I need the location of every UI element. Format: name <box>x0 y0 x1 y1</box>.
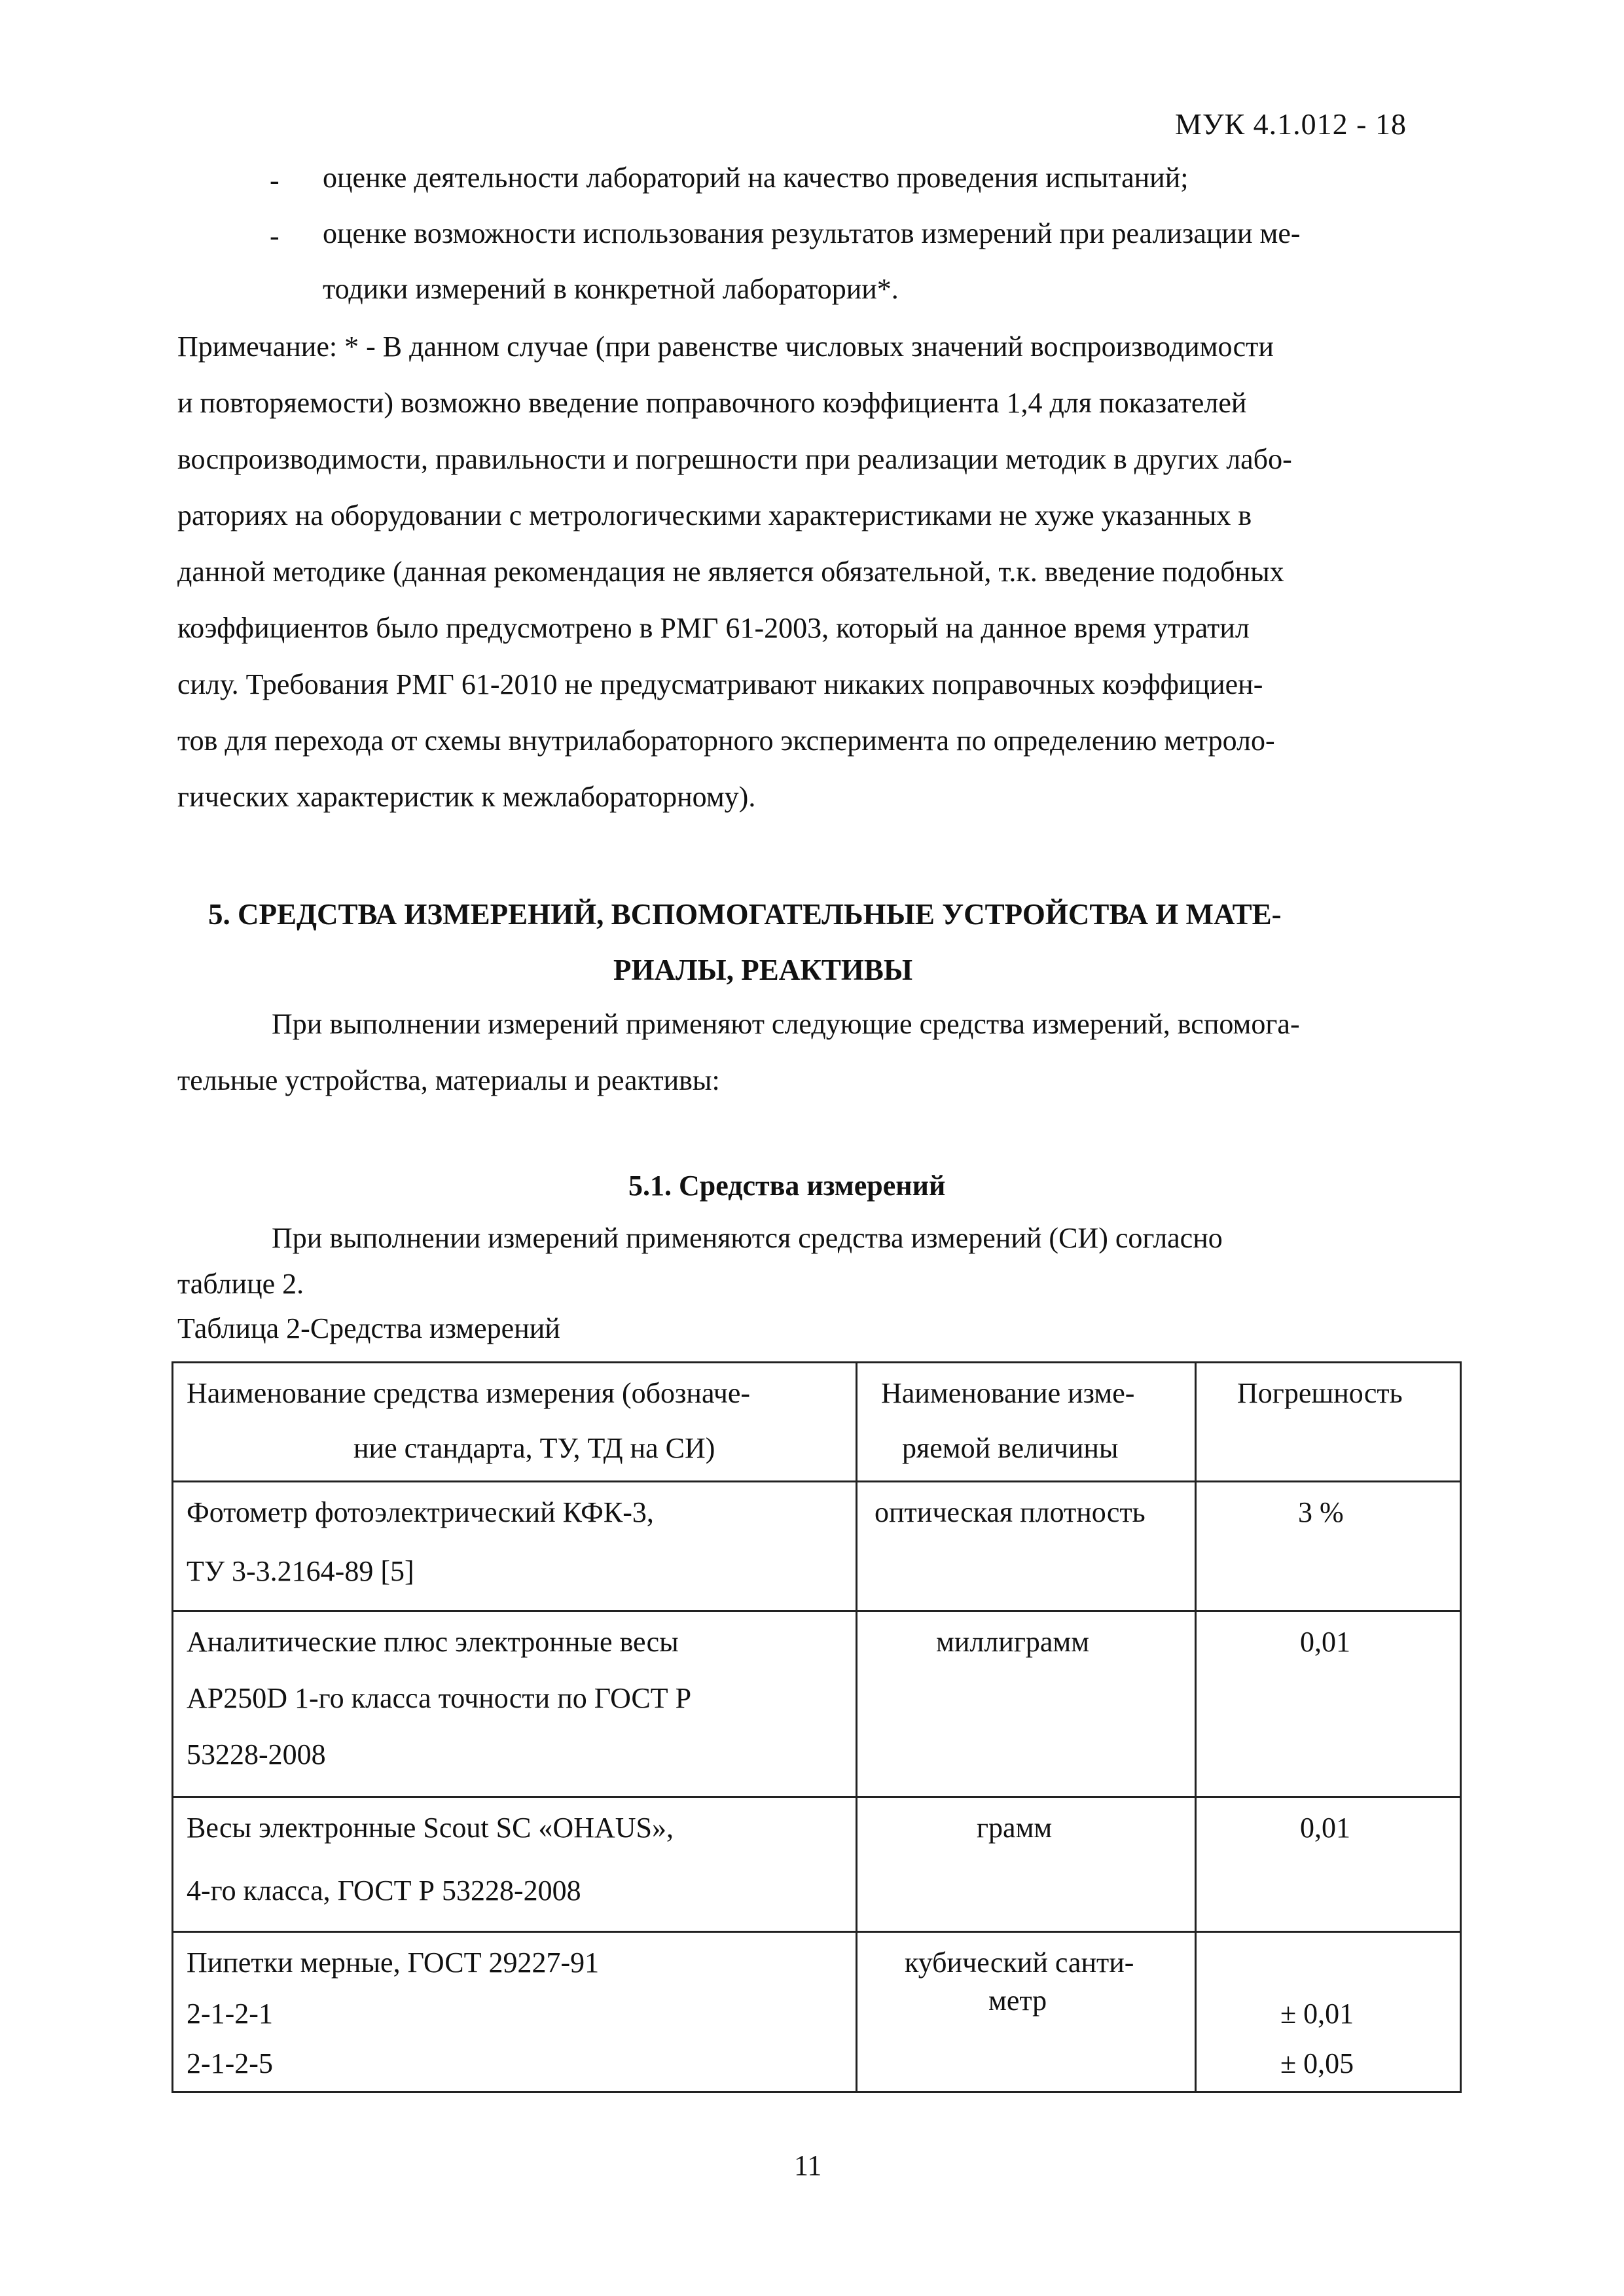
subsection-heading: 5.1. Средства измерений <box>628 1170 946 1202</box>
note-line: гических характеристик к межлабораторному). <box>177 781 756 813</box>
table-row <box>173 1797 1461 1932</box>
quantity-cell: кубический санти- метр <box>857 1932 1196 2092</box>
section-heading: 5. СРЕДСТВА ИЗМЕРЕНИЙ, ВСПОМОГАТЕЛЬНЫЕ УСТРОЙСТВА И МАТЕ- <box>208 898 1282 931</box>
note-line: данной методике (данная рекомендация не является обязательной, т.к. введение подобных <box>177 556 1284 588</box>
table-row <box>173 1611 1461 1797</box>
section-intro: тельные устройства, материалы и реактивы: <box>177 1064 720 1096</box>
section-heading: РИАЛЫ, РЕАКТИВЫ <box>613 954 913 986</box>
error-cell: 0,01 <box>1196 1797 1461 1932</box>
error-cell: 0,01 <box>1196 1611 1461 1797</box>
header-cell: Наименование средства измерения (обозначе- ние стандарта, ТУ, ТД на СИ) <box>173 1363 857 1482</box>
bullet-dash: - <box>270 220 280 252</box>
instrument-name-cell: Пипетки мерные, ГОСТ 29227-91 2-1-2-1 2-1-2-5 <box>173 1932 857 2092</box>
bullet-dash: - <box>270 164 280 196</box>
instrument-name-cell: Аналитические плюс электронные весы AP250D 1-го класса точности по ГОСТ Р 53228-2008 <box>173 1611 857 1797</box>
note-line: и повторяемости) возможно введение поправочного коэффициента 1,4 для показателей <box>177 387 1247 419</box>
instrument-name-cell: Фотометр фотоэлектрический КФК-3, ТУ 3-3.2164-89 [5] <box>173 1482 857 1611</box>
note-line: тов для перехода от схемы внутрилабораторного эксперимента по определению метроло- <box>177 725 1275 757</box>
header-cell: Погрешность <box>1196 1363 1461 1482</box>
table-row <box>173 1482 1461 1611</box>
note-line: Примечание: * - В данном случае (при равенстве числовых значений воспроизводимости <box>177 331 1274 363</box>
note-line: воспроизводимости, правильности и погрешности при реализации методик в других лабо- <box>177 443 1292 475</box>
note-line: силу. Требования РМГ 61-2010 не предусматривают никаких поправочных коэффициен- <box>177 668 1263 700</box>
subsection-intro: таблице 2. <box>177 1268 304 1300</box>
quantity-cell: миллиграмм <box>857 1611 1196 1797</box>
quantity-cell: грамм <box>857 1797 1196 1932</box>
instrument-name-cell: Весы электронные Scout SC «OHAUS», 4-го класса, ГОСТ Р 53228-2008 <box>173 1797 857 1932</box>
section-intro: При выполнении измерений применяют следующие средства измерений, вспомога- <box>272 1008 1300 1040</box>
error-cell: ± 0,01 ± 0,05 <box>1196 1932 1461 2092</box>
page-number: 11 <box>794 2149 822 2181</box>
table-row <box>173 1932 1461 2092</box>
table-caption: Таблица 2-Средства измерений <box>177 1312 560 1344</box>
table-header-row <box>173 1363 1461 1482</box>
bullet-line: оценке возможности использования результатов измерений при реализации ме- <box>323 217 1301 249</box>
error-cell: 3 % <box>1196 1482 1461 1611</box>
note-line: раториях на оборудовании с метрологическими характеристиками не хуже указанных в <box>177 499 1252 531</box>
instruments-table <box>171 1361 1462 2093</box>
bullet-line: тодики измерений в конкретной лаборатории*. <box>323 273 899 305</box>
quantity-cell: оптическая плотность <box>857 1482 1196 1611</box>
bullet-line: оценке деятельности лабораторий на качество проведения испытаний; <box>323 162 1189 194</box>
header-cell: Наименование изме- ряемой величины <box>857 1363 1196 1482</box>
note-line: коэффициентов было предусмотрено в РМГ 61-2003, который на данное время утратил <box>177 612 1250 644</box>
subsection-intro: При выполнении измерений применяются средства измерений (СИ) согласно <box>272 1222 1223 1254</box>
document-code: МУК 4.1.012 - 18 <box>1175 107 1407 141</box>
